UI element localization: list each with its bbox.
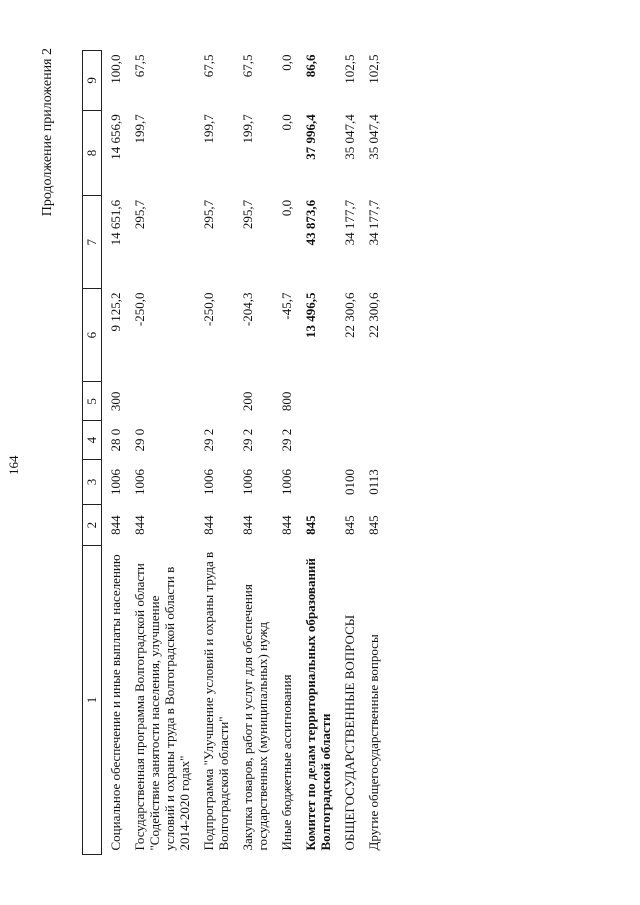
row-value-cell: 0,0 (279, 54, 294, 71)
row-value-cell: 844 (279, 515, 294, 535)
column-header: 3 (83, 459, 102, 504)
row-value-cell: 199,7 (240, 114, 255, 144)
row-value-cell: 14 651,6 (108, 199, 123, 246)
row-value-cell: 14 656,9 (108, 114, 123, 160)
row-name-cell: Иные бюджетные ассигнования (279, 674, 294, 851)
row-value-cell: 0100 (342, 468, 357, 495)
column-header: 6 (83, 289, 102, 382)
row-value-cell (300, 382, 339, 421)
row-value-cell (363, 382, 387, 421)
row-value-cell: 0113 (366, 469, 381, 495)
table-row (237, 51, 276, 855)
row-value-cell: 29 2 (201, 428, 216, 452)
row-value-cell (300, 459, 339, 504)
row-value-cell: 34 177,7 (342, 199, 357, 246)
row-value-cell: 295,7 (240, 199, 255, 230)
row-name-cell: Государственная программа Волгоградской области "Содействие занятости населения, улучшение условий и охраны труда в Волгоградской области в 2014-2020 годах" (132, 563, 192, 851)
row-value-cell: 199,7 (201, 114, 216, 144)
row-value-cell (339, 421, 363, 459)
row-value-cell: 29 2 (240, 428, 255, 452)
row-value-cell: 86,6 (303, 54, 318, 78)
row-value-cell: -250,0 (132, 292, 147, 327)
column-header: 7 (83, 196, 102, 289)
row-value-cell: 29 0 (132, 428, 147, 452)
row-value-cell: -250,0 (201, 292, 216, 327)
row-value-cell: 845 (303, 515, 318, 535)
row-name-cell: Социальное обеспечение и иные выплаты населению (108, 554, 123, 851)
row-value-cell: 199,7 (132, 114, 147, 144)
row-value-cell: 1006 (108, 468, 123, 495)
row-value-cell: 9 125,2 (108, 292, 123, 332)
row-value-cell: -204,3 (240, 292, 255, 327)
row-value-cell: 844 (108, 515, 123, 535)
row-value-cell: -45,7 (279, 292, 294, 320)
row-value-cell (198, 382, 237, 421)
row-value-cell: 300 (108, 391, 123, 412)
row-value-cell: 845 (366, 515, 381, 535)
column-header: 2 (83, 505, 102, 546)
table-row (198, 51, 237, 855)
row-name-cell: Закупка товаров, работ и услуг для обеспечения государственных (муниципальных) нужд (240, 584, 270, 851)
continuation-label: Продолжение приложения 2 (40, 48, 55, 217)
row-value-cell: 0,0 (279, 199, 294, 217)
row-value-cell: 28 0 (108, 428, 123, 452)
row-value-cell: 35 047,4 (342, 114, 357, 160)
row-value-cell: 102,5 (366, 54, 381, 84)
row-value-cell: 67,5 (201, 54, 216, 78)
column-header: 9 (83, 51, 102, 111)
row-name-cell: Подпрограмма "Улучшение условий и охраны труда в Волгоградской области" (201, 551, 231, 851)
row-value-cell: 800 (279, 391, 294, 412)
row-value-cell: 34 177,7 (366, 199, 381, 246)
table-row (300, 51, 339, 855)
page-number: 164 (6, 455, 21, 475)
row-value-cell: 22 300,6 (342, 292, 357, 339)
row-value-cell: 1006 (279, 468, 294, 495)
row-value-cell (363, 421, 387, 459)
row-value-cell: 22 300,6 (366, 292, 381, 339)
row-value-cell (129, 382, 198, 421)
row-value-cell: 35 047,4 (366, 114, 381, 160)
row-value-cell: 13 496,5 (303, 292, 318, 339)
row-name-cell: Комитет по делам территориальных образований Волгоградской области (303, 558, 333, 851)
row-value-cell: 845 (342, 515, 357, 535)
column-header: 5 (83, 382, 102, 421)
table-row (339, 51, 363, 855)
table-row (129, 51, 198, 855)
table-row (102, 51, 130, 855)
column-header: 8 (83, 110, 102, 196)
row-value-cell (300, 421, 339, 459)
row-value-cell: 43 873,6 (303, 199, 318, 246)
table-row (276, 51, 300, 855)
column-header: 1 (83, 546, 102, 855)
row-value-cell: 1006 (201, 468, 216, 495)
row-value-cell: 0,0 (279, 114, 294, 131)
row-value-cell: 1006 (240, 468, 255, 495)
column-header: 4 (83, 421, 102, 459)
row-value-cell: 844 (240, 515, 255, 535)
row-value-cell: 29 2 (279, 428, 294, 452)
table-header-row (83, 51, 102, 855)
table-row (363, 51, 387, 855)
row-value-cell: 844 (201, 515, 216, 535)
row-value-cell: 295,7 (132, 199, 147, 230)
row-value-cell: 844 (132, 515, 147, 535)
row-value-cell: 200 (240, 391, 255, 412)
row-value-cell (339, 382, 363, 421)
row-value-cell: 1006 (132, 468, 147, 495)
row-name-cell: Другие общегосударственные вопросы (366, 634, 381, 851)
row-value-cell: 37 996,4 (303, 114, 318, 160)
row-value-cell: 100,0 (108, 54, 123, 84)
row-name-cell: ОБЩЕГОСУДАРСТВЕННЫЕ ВОПРОСЫ (342, 614, 357, 851)
table-body (102, 51, 388, 855)
row-value-cell: 67,5 (132, 54, 147, 78)
row-value-cell: 67,5 (240, 54, 255, 78)
row-value-cell: 295,7 (201, 199, 216, 230)
budget-table (82, 50, 387, 855)
row-value-cell: 102,5 (342, 54, 357, 84)
